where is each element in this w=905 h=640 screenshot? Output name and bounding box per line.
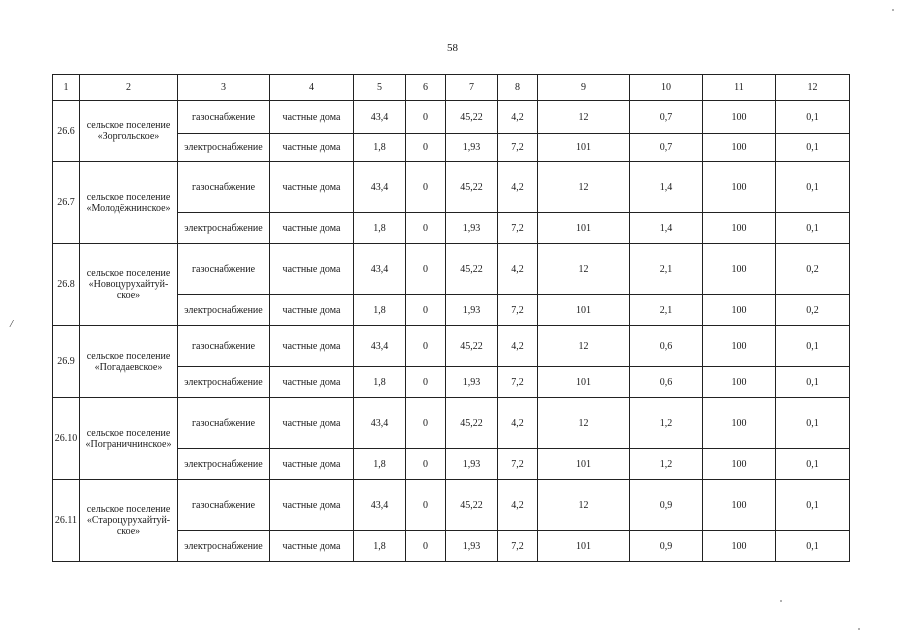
value-cell: 100	[703, 101, 776, 134]
utility-type-cell: газоснабжение	[178, 101, 270, 134]
value-cell: 45,22	[446, 162, 498, 213]
value-cell: 1,8	[354, 531, 406, 562]
settlement-name-cell: сельское поселение «Пограничнинское»	[80, 398, 178, 480]
value-cell: 0,9	[630, 480, 703, 531]
value-cell: 0,6	[630, 367, 703, 398]
value-cell: 0	[406, 531, 446, 562]
header-cell: 9	[538, 75, 630, 101]
row-number-cell: 26.8	[53, 244, 80, 326]
value-cell: 0	[406, 134, 446, 162]
value-cell: 0,1	[776, 480, 850, 531]
table-row	[53, 162, 850, 213]
utility-type-cell: газоснабжение	[178, 162, 270, 213]
value-cell: 12	[538, 101, 630, 134]
value-cell: 43,4	[354, 398, 406, 449]
header-cell: 8	[498, 75, 538, 101]
settlement-name-cell: сельское поселение «Староцурухайтуй-ское»	[80, 480, 178, 562]
housing-type-cell: частные дома	[270, 101, 354, 134]
value-cell: 101	[538, 134, 630, 162]
housing-type-cell: частные дома	[270, 367, 354, 398]
settlement-name-cell: сельское поселение «Зоргольское»	[80, 101, 178, 162]
housing-type-cell: частные дома	[270, 398, 354, 449]
value-cell: 100	[703, 295, 776, 326]
value-cell: 0,6	[630, 326, 703, 367]
value-cell: 0	[406, 244, 446, 295]
value-cell: 45,22	[446, 244, 498, 295]
value-cell: 100	[703, 531, 776, 562]
value-cell: 7,2	[498, 213, 538, 244]
value-cell: 7,2	[498, 134, 538, 162]
value-cell: 43,4	[354, 244, 406, 295]
value-cell: 1,93	[446, 213, 498, 244]
value-cell: 100	[703, 244, 776, 295]
table-row	[53, 480, 850, 531]
row-number-cell: 26.6	[53, 101, 80, 162]
value-cell: 101	[538, 531, 630, 562]
value-cell: 0	[406, 480, 446, 531]
value-cell: 7,2	[498, 295, 538, 326]
value-cell: 101	[538, 213, 630, 244]
value-cell: 1,93	[446, 367, 498, 398]
data-table	[52, 74, 850, 562]
value-cell: 1,8	[354, 295, 406, 326]
value-cell: 4,2	[498, 398, 538, 449]
settlement-name-cell: сельское поселение «Молодёжнинское»	[80, 162, 178, 244]
value-cell: 2,1	[630, 244, 703, 295]
table-row	[53, 101, 850, 134]
value-cell: 0,1	[776, 213, 850, 244]
value-cell: 0,2	[776, 295, 850, 326]
value-cell: 0,1	[776, 531, 850, 562]
value-cell: 12	[538, 244, 630, 295]
header-cell: 11	[703, 75, 776, 101]
value-cell: 45,22	[446, 326, 498, 367]
value-cell: 1,93	[446, 134, 498, 162]
header-cell: 3	[178, 75, 270, 101]
value-cell: 1,93	[446, 531, 498, 562]
value-cell: 1,2	[630, 398, 703, 449]
settlement-name-cell: сельское поселение «Новоцурухайтуй-ское»	[80, 244, 178, 326]
value-cell: 0,1	[776, 134, 850, 162]
value-cell: 100	[703, 367, 776, 398]
utility-type-cell: электроснабжение	[178, 295, 270, 326]
value-cell: 1,8	[354, 367, 406, 398]
value-cell: 0	[406, 367, 446, 398]
housing-type-cell: частные дома	[270, 449, 354, 480]
housing-type-cell: частные дома	[270, 213, 354, 244]
housing-type-cell: частные дома	[270, 326, 354, 367]
value-cell: 100	[703, 326, 776, 367]
value-cell: 0,2	[776, 244, 850, 295]
header-cell: 10	[630, 75, 703, 101]
value-cell: 1,8	[354, 134, 406, 162]
header-cell: 12	[776, 75, 850, 101]
value-cell: 4,2	[498, 162, 538, 213]
utility-type-cell: электроснабжение	[178, 449, 270, 480]
value-cell: 0,1	[776, 162, 850, 213]
value-cell: 100	[703, 398, 776, 449]
value-cell: 1,4	[630, 213, 703, 244]
value-cell: 7,2	[498, 531, 538, 562]
value-cell: 2,1	[630, 295, 703, 326]
housing-type-cell: частные дома	[270, 531, 354, 562]
value-cell: 43,4	[354, 162, 406, 213]
housing-type-cell: частные дома	[270, 295, 354, 326]
row-number-cell: 26.7	[53, 162, 80, 244]
value-cell: 12	[538, 480, 630, 531]
value-cell: 101	[538, 449, 630, 480]
value-cell: 7,2	[498, 449, 538, 480]
value-cell: 0,7	[630, 134, 703, 162]
value-cell: 100	[703, 449, 776, 480]
value-cell: 0,1	[776, 398, 850, 449]
header-cell: 2	[80, 75, 178, 101]
housing-type-cell: частные дома	[270, 244, 354, 295]
value-cell: 0,1	[776, 449, 850, 480]
value-cell: 100	[703, 162, 776, 213]
value-cell: 12	[538, 162, 630, 213]
header-cell: 5	[354, 75, 406, 101]
value-cell: 1,8	[354, 449, 406, 480]
value-cell: 7,2	[498, 367, 538, 398]
value-cell: 4,2	[498, 480, 538, 531]
value-cell: 0,1	[776, 326, 850, 367]
value-cell: 0,1	[776, 101, 850, 134]
header-cell: 6	[406, 75, 446, 101]
value-cell: 0	[406, 295, 446, 326]
value-cell: 0	[406, 326, 446, 367]
housing-type-cell: частные дома	[270, 480, 354, 531]
value-cell: 0,9	[630, 531, 703, 562]
header-row	[53, 75, 850, 101]
value-cell: 12	[538, 326, 630, 367]
utility-type-cell: газоснабжение	[178, 326, 270, 367]
value-cell: 100	[703, 213, 776, 244]
value-cell: 0,7	[630, 101, 703, 134]
utility-type-cell: электроснабжение	[178, 213, 270, 244]
value-cell: 0	[406, 213, 446, 244]
value-cell: 101	[538, 295, 630, 326]
value-cell: 0	[406, 162, 446, 213]
stray-mark: /	[10, 318, 14, 330]
table-row	[53, 244, 850, 295]
value-cell: 45,22	[446, 480, 498, 531]
table-row	[53, 326, 850, 367]
housing-type-cell: частные дома	[270, 134, 354, 162]
page-number: 58	[447, 42, 458, 54]
value-cell: 1,8	[354, 213, 406, 244]
header-cell: 4	[270, 75, 354, 101]
utility-type-cell: газоснабжение	[178, 480, 270, 531]
header-cell: 1	[53, 75, 80, 101]
housing-type-cell: частные дома	[270, 162, 354, 213]
value-cell: 101	[538, 367, 630, 398]
value-cell: 12	[538, 398, 630, 449]
value-cell: 45,22	[446, 398, 498, 449]
value-cell: 4,2	[498, 101, 538, 134]
value-cell: 0	[406, 449, 446, 480]
utility-type-cell: газоснабжение	[178, 398, 270, 449]
utility-type-cell: электроснабжение	[178, 367, 270, 398]
row-number-cell: 26.10	[53, 398, 80, 480]
value-cell: 1,93	[446, 295, 498, 326]
header-cell: 7	[446, 75, 498, 101]
value-cell: 0,1	[776, 367, 850, 398]
value-cell: 100	[703, 480, 776, 531]
value-cell: 100	[703, 134, 776, 162]
table-row	[53, 398, 850, 449]
value-cell: 1,2	[630, 449, 703, 480]
value-cell: 1,93	[446, 449, 498, 480]
settlement-name-cell: сельское поселение «Погадаевское»	[80, 326, 178, 398]
value-cell: 4,2	[498, 244, 538, 295]
utility-type-cell: газоснабжение	[178, 244, 270, 295]
value-cell: 4,2	[498, 326, 538, 367]
value-cell: 0	[406, 398, 446, 449]
utility-type-cell: электроснабжение	[178, 134, 270, 162]
utility-type-cell: электроснабжение	[178, 531, 270, 562]
value-cell: 0	[406, 101, 446, 134]
row-number-cell: 26.11	[53, 480, 80, 562]
row-number-cell: 26.9	[53, 326, 80, 398]
value-cell: 43,4	[354, 480, 406, 531]
value-cell: 43,4	[354, 326, 406, 367]
value-cell: 45,22	[446, 101, 498, 134]
value-cell: 43,4	[354, 101, 406, 134]
value-cell: 1,4	[630, 162, 703, 213]
